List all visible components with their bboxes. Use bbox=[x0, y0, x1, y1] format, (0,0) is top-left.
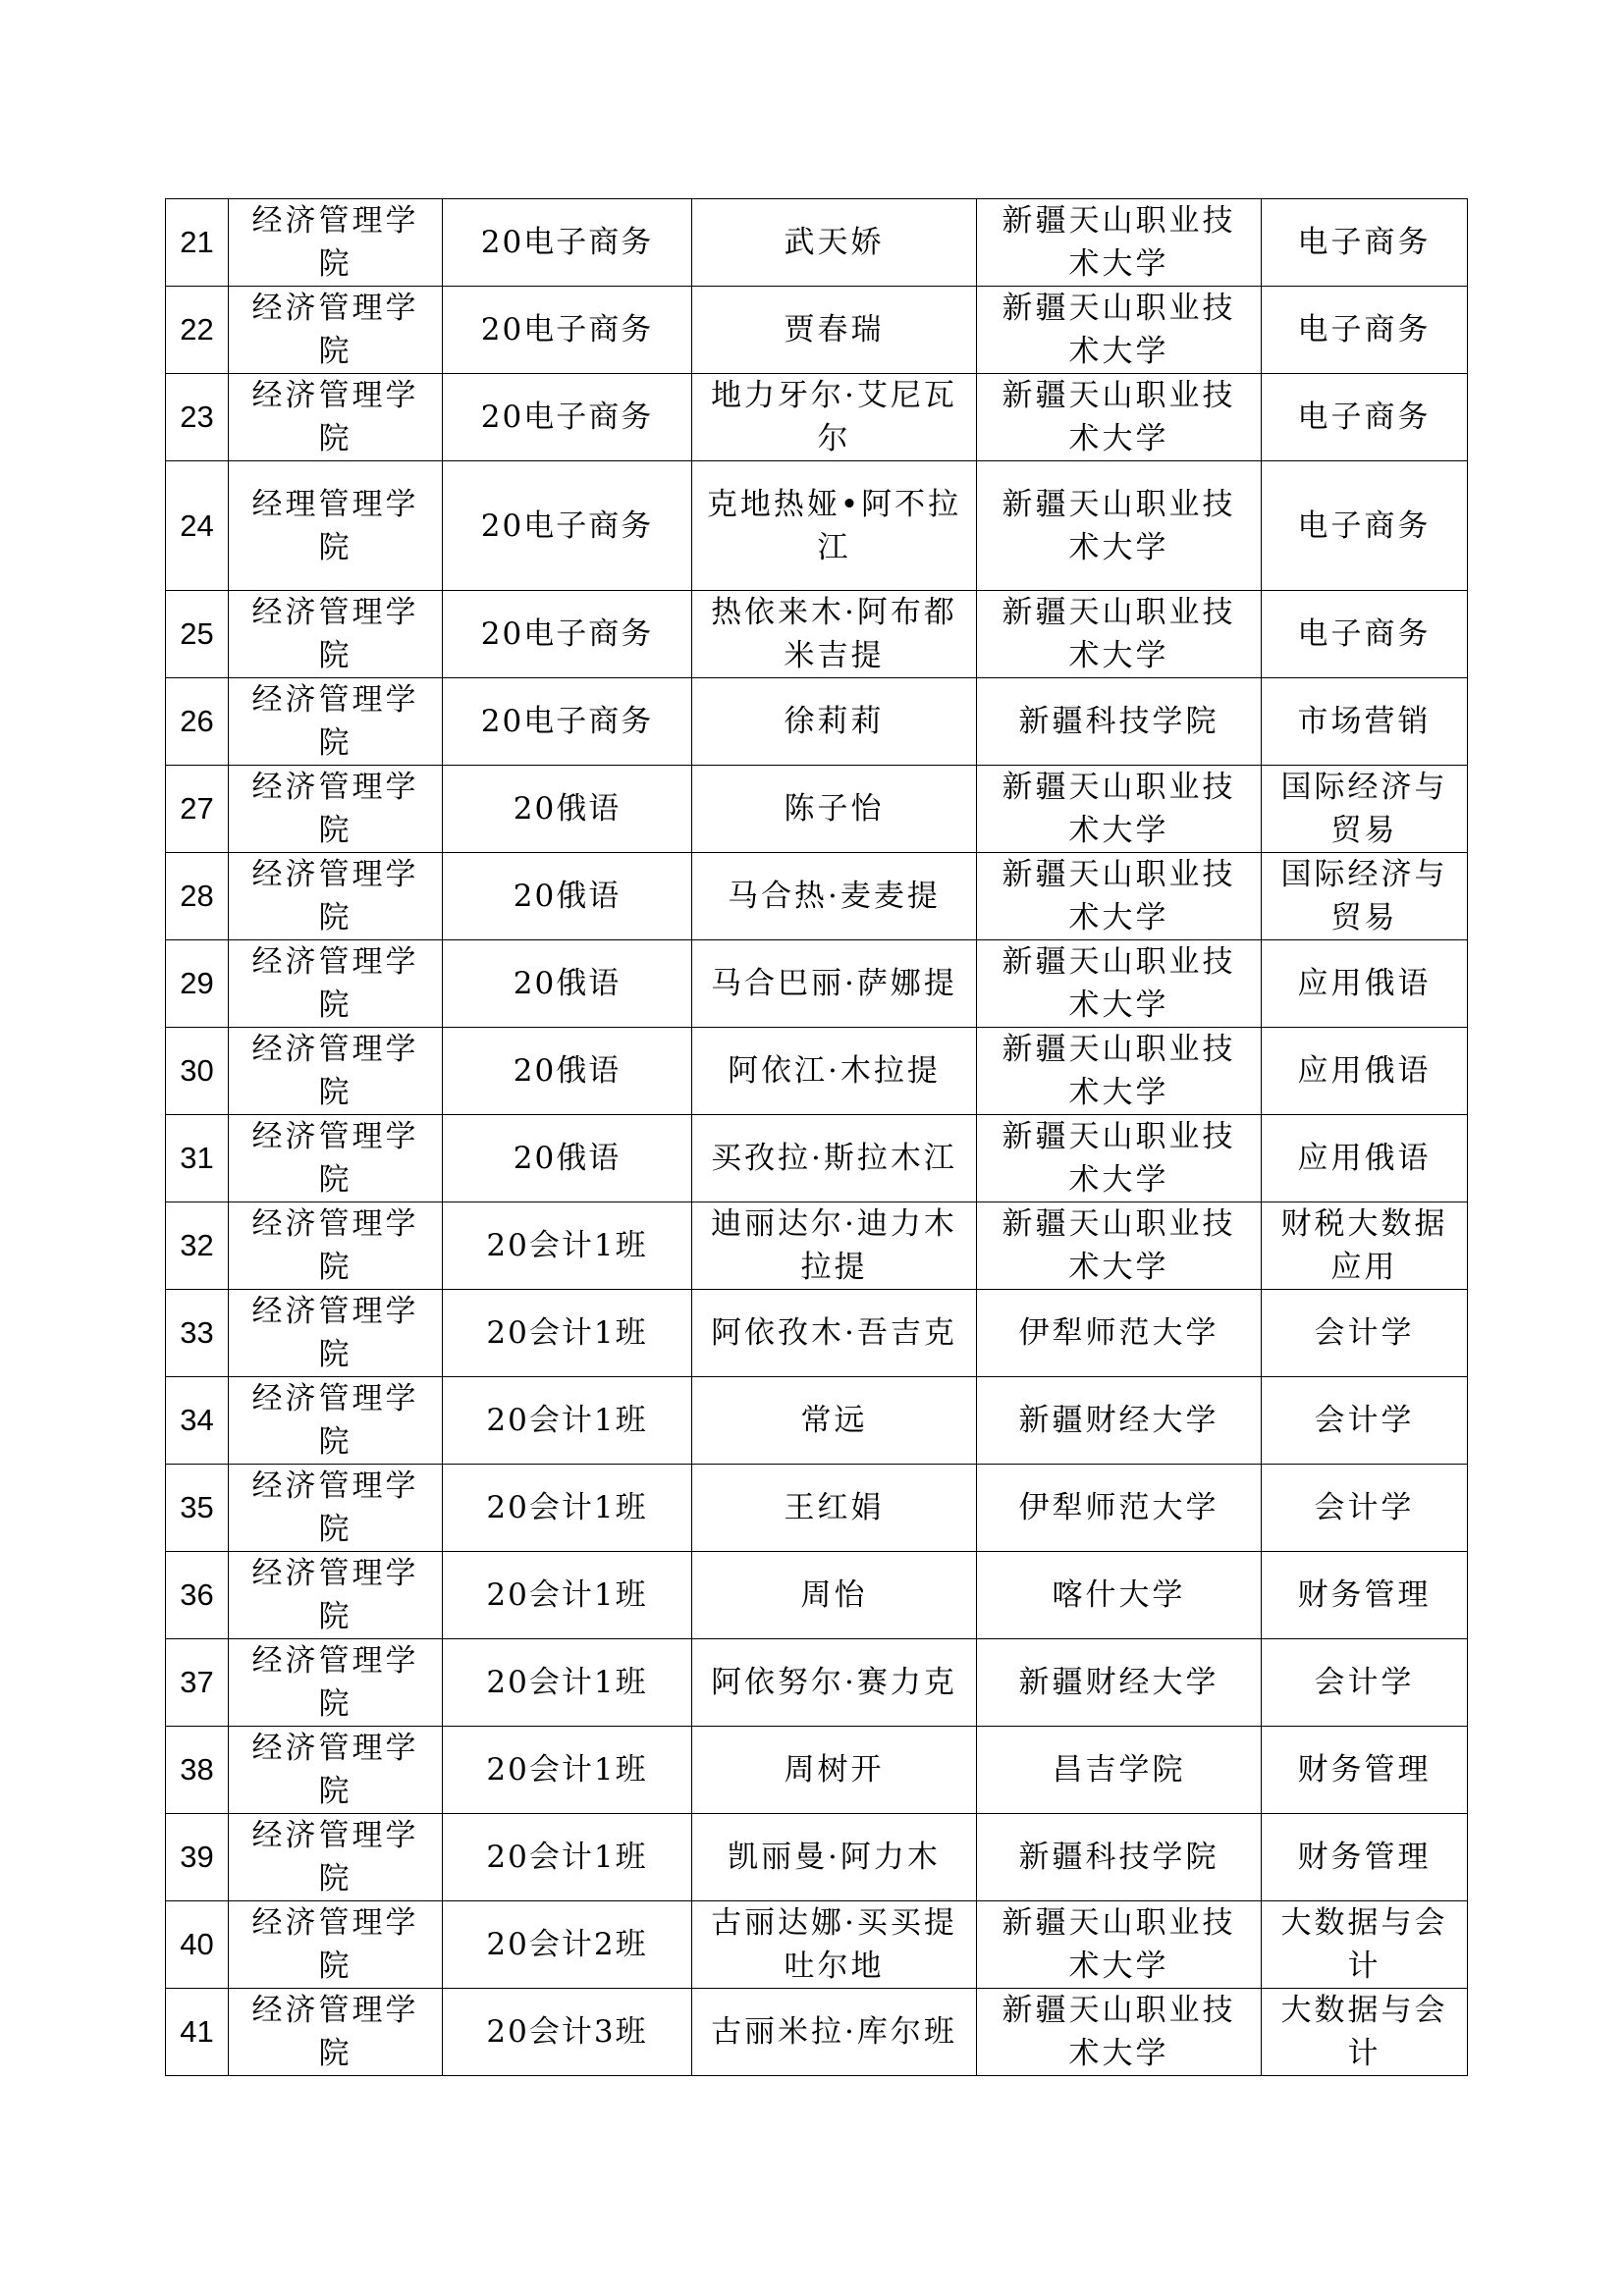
row-number: 33 bbox=[166, 1290, 229, 1377]
table-row bbox=[166, 591, 1468, 678]
major-cell: 电子商务 bbox=[1262, 461, 1468, 591]
major-cell: 会计学 bbox=[1262, 1639, 1468, 1727]
college-cell: 经济管理学院 bbox=[229, 1639, 443, 1727]
student-name-cell: 常远 bbox=[692, 1377, 977, 1465]
major-cell: 大数据与会计 bbox=[1262, 1989, 1468, 2076]
table-row bbox=[166, 940, 1468, 1028]
major-cell: 电子商务 bbox=[1262, 591, 1468, 678]
student-name-cell: 克地热娅•阿不拉江 bbox=[692, 461, 977, 591]
college-cell: 经济管理学院 bbox=[229, 1377, 443, 1465]
row-number: 40 bbox=[166, 1901, 229, 1989]
table-row bbox=[166, 1028, 1468, 1115]
row-number: 24 bbox=[166, 461, 229, 591]
university-cell: 昌吉学院 bbox=[977, 1727, 1262, 1814]
student-name-cell: 热依来木·阿布都米吉提 bbox=[692, 591, 977, 678]
class-cell: 20俄语 bbox=[443, 1028, 692, 1115]
class-cell: 20电子商务 bbox=[443, 591, 692, 678]
row-number: 30 bbox=[166, 1028, 229, 1115]
university-cell: 新疆科技学院 bbox=[977, 1814, 1262, 1901]
college-cell: 经济管理学院 bbox=[229, 591, 443, 678]
row-number: 32 bbox=[166, 1202, 229, 1290]
table-row bbox=[166, 1290, 1468, 1377]
student-name-cell: 迪丽达尔·迪力木拉提 bbox=[692, 1202, 977, 1290]
student-name-cell: 凯丽曼·阿力木 bbox=[692, 1814, 977, 1901]
row-number: 31 bbox=[166, 1115, 229, 1202]
student-name-cell: 王红娟 bbox=[692, 1465, 977, 1552]
table-row bbox=[166, 1377, 1468, 1465]
university-cell: 新疆天山职业技术大学 bbox=[977, 287, 1262, 374]
table-row bbox=[166, 853, 1468, 940]
class-cell: 20电子商务 bbox=[443, 374, 692, 461]
college-cell: 经济管理学院 bbox=[229, 1115, 443, 1202]
student-name-cell: 陈子怡 bbox=[692, 766, 977, 853]
class-cell: 20电子商务 bbox=[443, 678, 692, 766]
student-name-cell: 阿依江·木拉提 bbox=[692, 1028, 977, 1115]
college-cell: 经济管理学院 bbox=[229, 1465, 443, 1552]
university-cell: 新疆天山职业技术大学 bbox=[977, 199, 1262, 287]
class-cell: 20会计1班 bbox=[443, 1552, 692, 1639]
university-cell: 新疆财经大学 bbox=[977, 1639, 1262, 1727]
student-name-cell: 贾春瑞 bbox=[692, 287, 977, 374]
transfer-list-table bbox=[165, 198, 1468, 2076]
student-name-cell: 阿依努尔·赛力克 bbox=[692, 1639, 977, 1727]
row-number: 41 bbox=[166, 1989, 229, 2076]
major-cell: 国际经济与贸易 bbox=[1262, 766, 1468, 853]
class-cell: 20会计1班 bbox=[443, 1202, 692, 1290]
university-cell: 新疆财经大学 bbox=[977, 1377, 1262, 1465]
class-cell: 20俄语 bbox=[443, 1115, 692, 1202]
table-row bbox=[166, 1814, 1468, 1901]
university-cell: 新疆天山职业技术大学 bbox=[977, 1028, 1262, 1115]
class-cell: 20会计1班 bbox=[443, 1465, 692, 1552]
table-row bbox=[166, 287, 1468, 374]
college-cell: 经济管理学院 bbox=[229, 1727, 443, 1814]
class-cell: 20俄语 bbox=[443, 766, 692, 853]
college-cell: 经济管理学院 bbox=[229, 287, 443, 374]
row-number: 28 bbox=[166, 853, 229, 940]
row-number: 26 bbox=[166, 678, 229, 766]
row-number: 22 bbox=[166, 287, 229, 374]
college-cell: 经济管理学院 bbox=[229, 199, 443, 287]
major-cell: 会计学 bbox=[1262, 1465, 1468, 1552]
table-row bbox=[166, 374, 1468, 461]
student-name-cell: 徐莉莉 bbox=[692, 678, 977, 766]
student-name-cell: 武天娇 bbox=[692, 199, 977, 287]
university-cell: 新疆科技学院 bbox=[977, 678, 1262, 766]
college-cell: 经济管理学院 bbox=[229, 940, 443, 1028]
major-cell: 大数据与会计 bbox=[1262, 1901, 1468, 1989]
college-cell: 经济管理学院 bbox=[229, 1028, 443, 1115]
college-cell: 经济管理学院 bbox=[229, 1814, 443, 1901]
class-cell: 20会计1班 bbox=[443, 1639, 692, 1727]
table-row bbox=[166, 1202, 1468, 1290]
row-number: 37 bbox=[166, 1639, 229, 1727]
student-name-cell: 周怡 bbox=[692, 1552, 977, 1639]
university-cell: 新疆天山职业技术大学 bbox=[977, 853, 1262, 940]
student-name-cell: 古丽达娜·买买提吐尔地 bbox=[692, 1901, 977, 1989]
college-cell: 经济管理学院 bbox=[229, 678, 443, 766]
major-cell: 电子商务 bbox=[1262, 199, 1468, 287]
college-cell: 经济管理学院 bbox=[229, 1290, 443, 1377]
university-cell: 新疆天山职业技术大学 bbox=[977, 1989, 1262, 2076]
student-name-cell: 买孜拉·斯拉木江 bbox=[692, 1115, 977, 1202]
university-cell: 新疆天山职业技术大学 bbox=[977, 1901, 1262, 1989]
table-row bbox=[166, 1901, 1468, 1989]
major-cell: 应用俄语 bbox=[1262, 1115, 1468, 1202]
class-cell: 20电子商务 bbox=[443, 461, 692, 591]
university-cell: 新疆天山职业技术大学 bbox=[977, 461, 1262, 591]
row-number: 34 bbox=[166, 1377, 229, 1465]
university-cell: 新疆天山职业技术大学 bbox=[977, 1202, 1262, 1290]
row-number: 29 bbox=[166, 940, 229, 1028]
student-name-cell: 马合热·麦麦提 bbox=[692, 853, 977, 940]
college-cell: 经济管理学院 bbox=[229, 1989, 443, 2076]
college-cell: 经济管理学院 bbox=[229, 853, 443, 940]
student-name-cell: 古丽米拉·库尔班 bbox=[692, 1989, 977, 2076]
class-cell: 20会计1班 bbox=[443, 1814, 692, 1901]
row-number: 39 bbox=[166, 1814, 229, 1901]
class-cell: 20俄语 bbox=[443, 940, 692, 1028]
university-cell: 新疆天山职业技术大学 bbox=[977, 940, 1262, 1028]
university-cell: 新疆天山职业技术大学 bbox=[977, 374, 1262, 461]
university-cell: 伊犁师范大学 bbox=[977, 1290, 1262, 1377]
class-cell: 20电子商务 bbox=[443, 287, 692, 374]
class-cell: 20电子商务 bbox=[443, 199, 692, 287]
major-cell: 财务管理 bbox=[1262, 1727, 1468, 1814]
row-number: 35 bbox=[166, 1465, 229, 1552]
table-row bbox=[166, 1727, 1468, 1814]
university-cell: 伊犁师范大学 bbox=[977, 1465, 1262, 1552]
college-cell: 经济管理学院 bbox=[229, 1552, 443, 1639]
row-number: 36 bbox=[166, 1552, 229, 1639]
university-cell: 新疆天山职业技术大学 bbox=[977, 1115, 1262, 1202]
university-cell: 新疆天山职业技术大学 bbox=[977, 766, 1262, 853]
major-cell: 应用俄语 bbox=[1262, 1028, 1468, 1115]
row-number: 21 bbox=[166, 199, 229, 287]
row-number: 23 bbox=[166, 374, 229, 461]
class-cell: 20会计1班 bbox=[443, 1290, 692, 1377]
class-cell: 20会计1班 bbox=[443, 1377, 692, 1465]
major-cell: 财务管理 bbox=[1262, 1814, 1468, 1901]
table-row bbox=[166, 1465, 1468, 1552]
table-row bbox=[166, 766, 1468, 853]
student-name-cell: 阿依孜木·吾吉克 bbox=[692, 1290, 977, 1377]
university-cell: 喀什大学 bbox=[977, 1552, 1262, 1639]
college-cell: 经济管理学院 bbox=[229, 766, 443, 853]
table-row bbox=[166, 1989, 1468, 2076]
student-name-cell: 周树开 bbox=[692, 1727, 977, 1814]
major-cell: 会计学 bbox=[1262, 1290, 1468, 1377]
class-cell: 20会计2班 bbox=[443, 1901, 692, 1989]
table-row bbox=[166, 1552, 1468, 1639]
student-name-cell: 马合巴丽·萨娜提 bbox=[692, 940, 977, 1028]
table-row bbox=[166, 1115, 1468, 1202]
college-cell: 经理管理学院 bbox=[229, 461, 443, 591]
major-cell: 市场营销 bbox=[1262, 678, 1468, 766]
table-row bbox=[166, 461, 1468, 591]
row-number: 27 bbox=[166, 766, 229, 853]
major-cell: 财税大数据应用 bbox=[1262, 1202, 1468, 1290]
row-number: 25 bbox=[166, 591, 229, 678]
major-cell: 会计学 bbox=[1262, 1377, 1468, 1465]
table-row bbox=[166, 678, 1468, 766]
table-row bbox=[166, 1639, 1468, 1727]
table-body bbox=[166, 199, 1468, 2076]
university-cell: 新疆天山职业技术大学 bbox=[977, 591, 1262, 678]
class-cell: 20会计3班 bbox=[443, 1989, 692, 2076]
major-cell: 财务管理 bbox=[1262, 1552, 1468, 1639]
class-cell: 20会计1班 bbox=[443, 1727, 692, 1814]
row-number: 38 bbox=[166, 1727, 229, 1814]
class-cell: 20俄语 bbox=[443, 853, 692, 940]
table-row bbox=[166, 199, 1468, 287]
college-cell: 经济管理学院 bbox=[229, 1202, 443, 1290]
major-cell: 电子商务 bbox=[1262, 374, 1468, 461]
college-cell: 经济管理学院 bbox=[229, 374, 443, 461]
major-cell: 应用俄语 bbox=[1262, 940, 1468, 1028]
college-cell: 经济管理学院 bbox=[229, 1901, 443, 1989]
major-cell: 国际经济与贸易 bbox=[1262, 853, 1468, 940]
major-cell: 电子商务 bbox=[1262, 287, 1468, 374]
student-name-cell: 地力牙尔·艾尼瓦尔 bbox=[692, 374, 977, 461]
